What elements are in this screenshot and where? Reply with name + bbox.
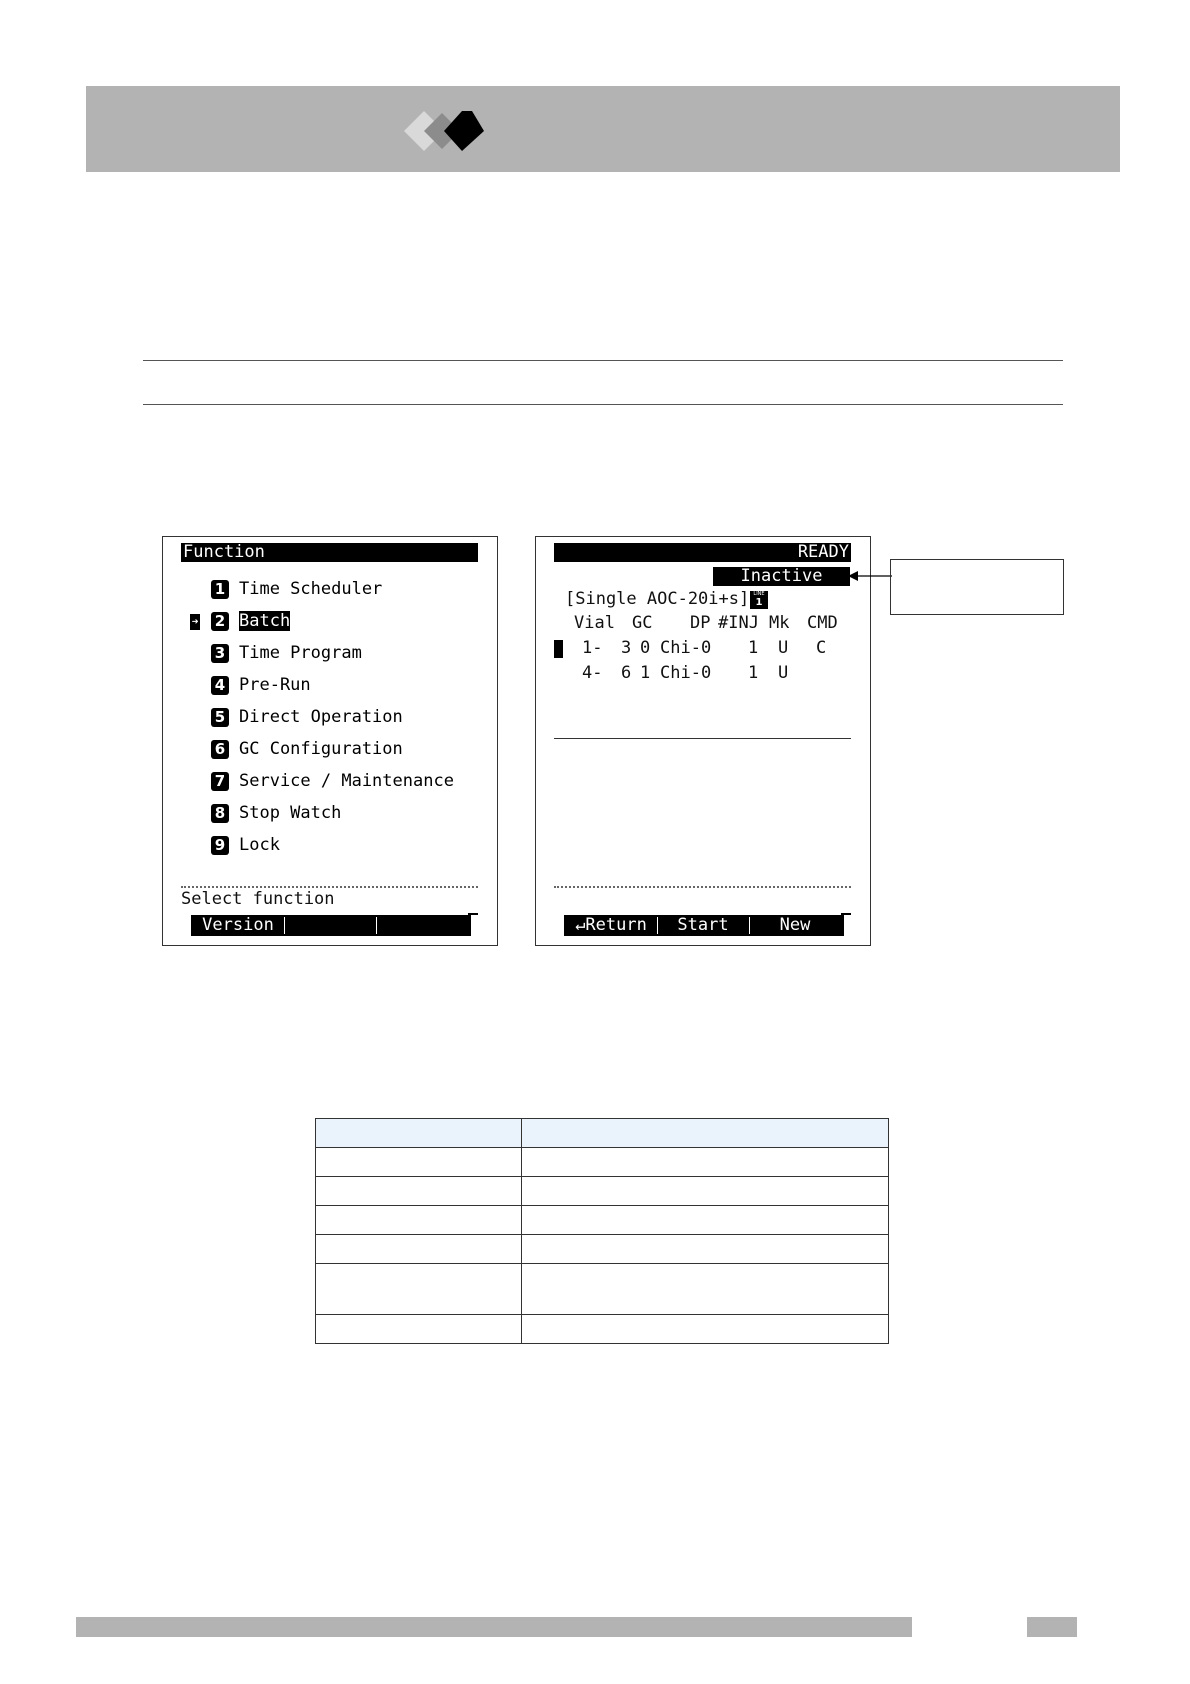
number-1-icon: 1 bbox=[211, 580, 229, 599]
return-key[interactable]: ↵Return bbox=[575, 915, 647, 935]
description-table bbox=[315, 1118, 889, 1344]
col-mk: Mk bbox=[769, 613, 790, 633]
menu-item-label: Batch bbox=[239, 611, 291, 631]
line-icon-label: LINE bbox=[753, 591, 765, 597]
col-cmd: CMD bbox=[807, 613, 838, 633]
screen-title: Batch bbox=[596, 561, 649, 581]
cell-vial: 1- bbox=[582, 638, 603, 658]
cell-cmd: C bbox=[816, 638, 827, 658]
header-band bbox=[86, 86, 1120, 172]
start-key[interactable]: Start bbox=[677, 915, 729, 935]
function-screen bbox=[162, 536, 498, 946]
col-vial: Vial bbox=[574, 613, 615, 633]
cell-gc-a: 3 bbox=[621, 638, 632, 658]
table-cell bbox=[522, 1264, 889, 1315]
key-separator bbox=[376, 917, 377, 934]
cell-vial: 4- bbox=[582, 663, 603, 683]
function-key-bar bbox=[564, 915, 844, 936]
page-number-box bbox=[1027, 1617, 1077, 1637]
rule-bottom bbox=[143, 404, 1063, 405]
cell-dp: Chi-0 bbox=[660, 638, 712, 658]
table-cell bbox=[522, 1235, 889, 1264]
line-1-icon bbox=[750, 591, 768, 609]
menu-item-label: GC Configuration bbox=[239, 739, 403, 759]
key-separator bbox=[657, 917, 658, 934]
table-cell bbox=[522, 1119, 889, 1148]
function-key-bar bbox=[191, 915, 471, 936]
table-row bbox=[316, 1177, 889, 1206]
menu-item-label: Time Program bbox=[239, 643, 362, 663]
table-cell bbox=[522, 1148, 889, 1177]
key-separator bbox=[749, 917, 750, 934]
table-row bbox=[316, 1264, 889, 1315]
rule-top bbox=[143, 360, 1063, 361]
cell-gc-b: 1 bbox=[640, 663, 651, 683]
number-2-icon: 2 bbox=[211, 612, 229, 631]
menu-item-label: Stop Watch bbox=[239, 803, 342, 823]
version-key[interactable]: Version bbox=[202, 915, 274, 935]
status-text: Select function bbox=[181, 889, 335, 909]
divider bbox=[181, 886, 478, 888]
status-ready: READY bbox=[797, 542, 849, 562]
cell-mk: U bbox=[778, 663, 789, 683]
menu-item-label: Direct Operation bbox=[239, 707, 403, 727]
menu-item-label: Service / Maintenance bbox=[239, 771, 454, 791]
footer-band bbox=[76, 1617, 912, 1637]
menu-item-label: Pre-Run bbox=[239, 675, 311, 695]
callout-box bbox=[890, 559, 1064, 615]
table-cell bbox=[316, 1177, 522, 1206]
cursor-icon bbox=[554, 640, 563, 658]
page-corner-icon bbox=[468, 913, 478, 925]
function-key-2[interactable] bbox=[286, 915, 374, 936]
number-4-icon: 4 bbox=[211, 676, 229, 695]
table-row bbox=[316, 1206, 889, 1235]
divider bbox=[554, 738, 851, 739]
number-3-icon: 3 bbox=[211, 644, 229, 663]
table-cell bbox=[316, 1264, 522, 1315]
callout-arrow-icon bbox=[848, 570, 892, 582]
table-cell bbox=[316, 1148, 522, 1177]
batch-screen bbox=[535, 536, 871, 946]
table-row bbox=[316, 1315, 889, 1344]
table-cell bbox=[316, 1206, 522, 1235]
function-key-3[interactable] bbox=[378, 915, 466, 936]
table-cell bbox=[316, 1315, 522, 1344]
cell-gc-b: 0 bbox=[640, 638, 651, 658]
number-5-icon: 5 bbox=[211, 708, 229, 727]
page-corner-icon bbox=[841, 913, 851, 925]
diamonds-logo-icon bbox=[404, 108, 488, 154]
divider bbox=[554, 886, 851, 888]
cell-mk: U bbox=[778, 638, 789, 658]
col-inj: #INJ bbox=[718, 613, 759, 633]
sampler-label: [Single AOC-20i+s] bbox=[565, 589, 750, 609]
number-7-icon: 7 bbox=[211, 772, 229, 791]
table-cell bbox=[522, 1177, 889, 1206]
key-separator bbox=[284, 917, 285, 934]
table-cell bbox=[316, 1235, 522, 1264]
selection-arrow-icon: ➜ bbox=[191, 615, 199, 628]
number-9-icon: 9 bbox=[211, 836, 229, 855]
menu-item-label: Time Scheduler bbox=[239, 579, 383, 599]
table-cell bbox=[316, 1119, 522, 1148]
number-6-icon: 6 bbox=[211, 740, 229, 759]
table-cell bbox=[522, 1206, 889, 1235]
table-row bbox=[316, 1148, 889, 1177]
state-badge: Inactive bbox=[713, 567, 850, 586]
table-header-row bbox=[316, 1119, 889, 1148]
new-key[interactable]: New bbox=[779, 915, 811, 935]
cell-inj: 1 bbox=[748, 638, 759, 658]
col-dp: DP bbox=[690, 613, 711, 633]
menu-item-label: Lock bbox=[239, 835, 280, 855]
cell-gc-a: 6 bbox=[621, 663, 632, 683]
cell-inj: 1 bbox=[748, 663, 759, 683]
cell-dp: Chi-0 bbox=[660, 663, 712, 683]
line-icon-number: 1 bbox=[755, 597, 763, 608]
col-gc: GC bbox=[632, 613, 653, 633]
screen-title: Function bbox=[181, 543, 478, 562]
number-8-icon: 8 bbox=[211, 804, 229, 823]
table-row bbox=[316, 1235, 889, 1264]
table-cell bbox=[522, 1315, 889, 1344]
